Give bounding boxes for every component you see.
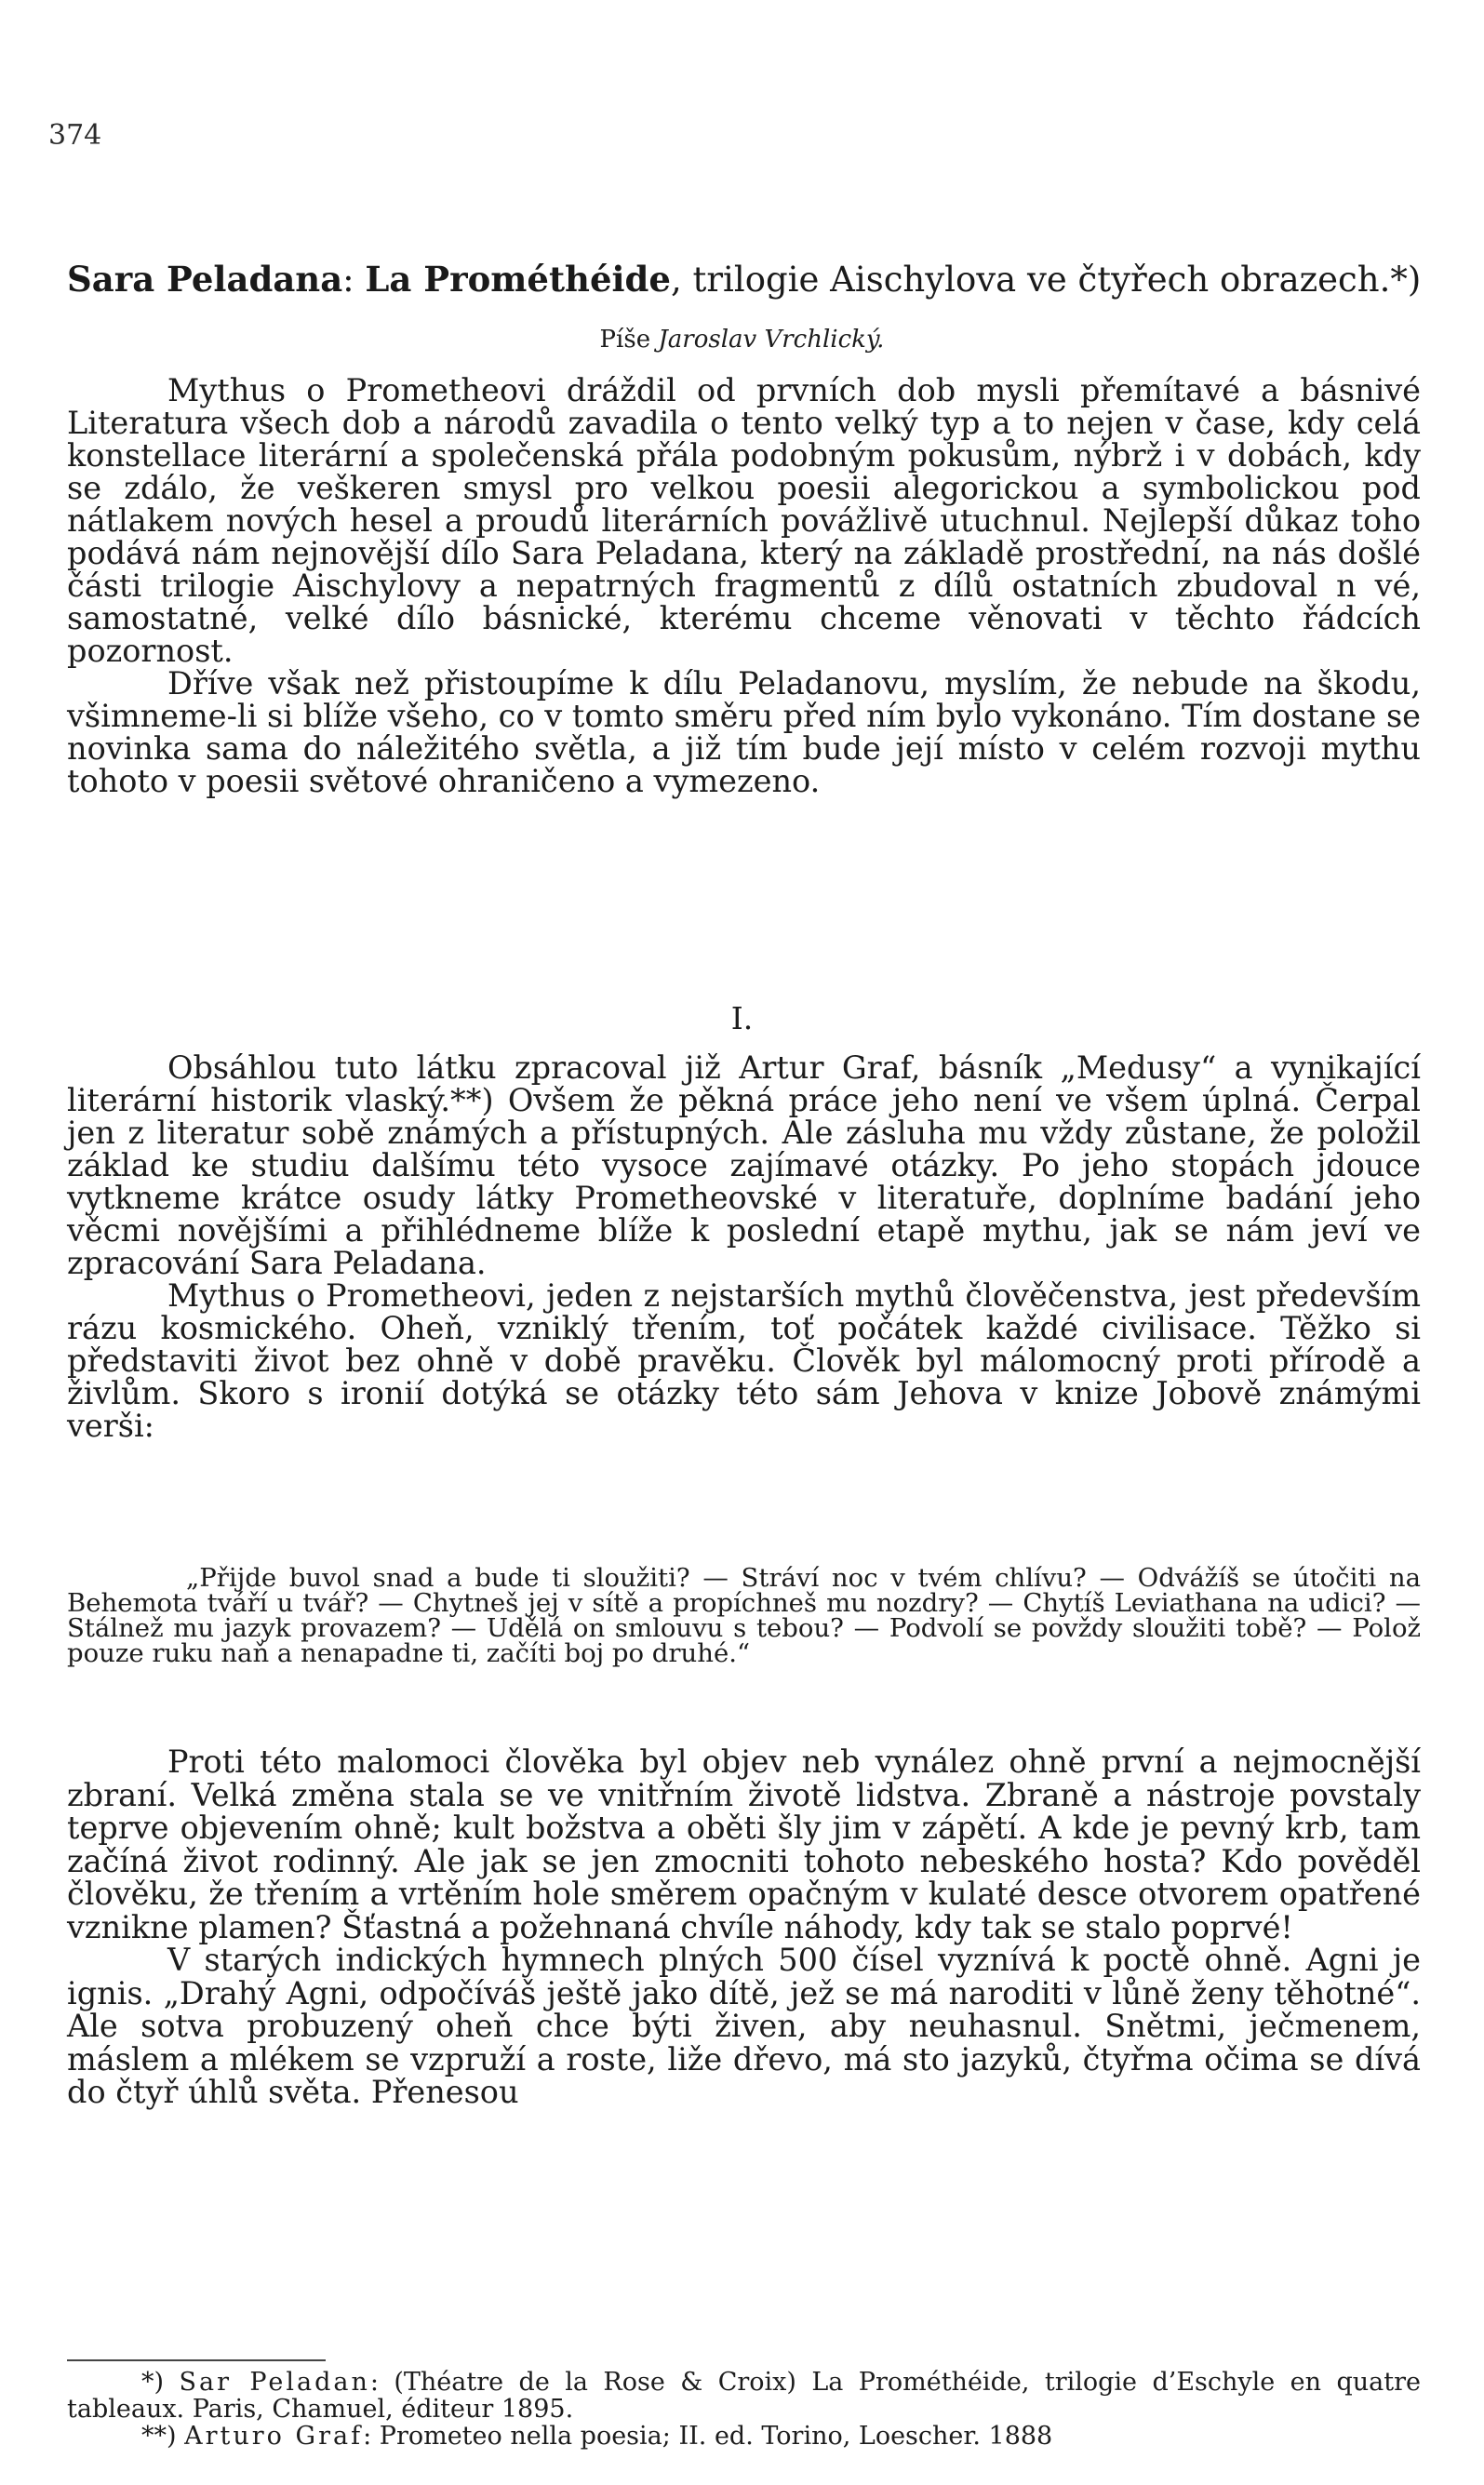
paragraph: Dříve však než přistoupíme k dílu Peladanovu, myslím, že nebude na škodu, všimneme-li si blíže všeho, co v tomto směru před ním bylo vykonáno. Tím dostane se novinka sama do náležitého světla, a již tím bude její místo v celém rozvoji mythu tohoto v poesii světové ohraničeno a vymezeno.: [67, 665, 1421, 799]
footnote-text: : (Théatre de la Rose & Croix) La Prométhéide, trilogie d’Eschyle en quatre tableaux. Paris, Chamuel, éditeur 1895.: [67, 2368, 1421, 2424]
quote-text: „Přijde buvol snad a bude ti sloužiti? — Stráví noc v tvém chlívu? — Odvážíš se útočiti na Behemota tváří u tvář? — Chytneš jej v sítě a propíchneš mu nozdry? — Chytíš Leviathana na udici? — Stálnež mu jazyk provazem? — Udělá on smlouvu s tebou? — Podvolí se povždy sloužiti tobě? — Polož pouze ruku naň a nenapadne ti, začíti boj po druhé.“: [67, 1563, 1421, 1668]
title-separator: :: [342, 260, 366, 300]
paragraph: Proti této malomoci člověka byl objev neb vynález ohně první a nejmocnější zbraní. Velká změna stala se ve vnitřním životě lidstva. Zbraně a nástroje povstaly teprve objevením ohně; kult božstva a oběti šly jim v zápětí. A kde je pevný krb, tam začíná život rodinný. Ale jak se jen zmocniti tohoto nebeského hosta? Kdo pověděl člověku, že třením a vrtěním hole směrem opačným v kulaté desce otvorem opatřené vznikne plamen? Šťastná a požehnaná chvíle náhody, kdy tak se stalo poprvé!: [67, 1744, 1421, 1945]
intro-text: [67, 374, 1421, 797]
paragraph: Obsáhlou tuto látku zpracoval již Artur Graf, básník „Medusy“ a vynikající literární historik vlaský.**) Ovšem že pěkná práce jeho není ve všem úplná. Čerpal jen z literatur sobě známých a přístupných. Ale zásluha mu vždy zůstane, že položil základ ke studiu dalšímu této vysoce zajímavé otázky. Po jeho stopách jdouce vytkneme krátce osudy látky Prometheovské v literatuře, doplníme badání jeho věcmi novějšími a přihlédneme blíže k poslední etapě mythu, jak se nám jeví ve zpracování Sara Peladana.: [67, 1049, 1421, 1281]
byline: [0, 326, 1484, 354]
footnote-divider: [67, 2359, 326, 2361]
footnote-mark: **): [141, 2422, 185, 2451]
footnote: [67, 2369, 1421, 2423]
title-author: Sara Peladana: [67, 259, 343, 300]
byline-prefix: Píše: [599, 326, 659, 354]
continued-text: [67, 1745, 1421, 2109]
title-work: La Prométhéide: [365, 259, 671, 300]
footnote-mark: *): [141, 2368, 180, 2397]
page-number: 374: [48, 119, 102, 152]
paragraph: Mythus o Prometheovi dráždil od prvních dob mysli přemítavé a básnivé Literatura všech dob a národů zavadila o tento velký typ a to nejen v čase, kdy celá konstellace literární a společenská přála podobným pokusům, nýbrž i v dobách, kdy se zdálo, že veškeren smysl pro velkou poesii alegorickou a symbolickou pod nátlakem nových hesel a proudů literárních povážlivě utuchnul. Nejlepší důkaz toho podává nám nejnovější dílo Sara Peladana, který na základě prostřední, na nás došlé části trilogie Aischylovy a nepatrných fragmentů z dílů ostatních zbudoval n vé, samostatné, velké dílo básnické, kterému chceme věnovati v těchto řádcích pozornost.: [67, 372, 1421, 669]
footnote: [67, 2423, 1421, 2450]
footnote-author: Sar Peladan: [179, 2368, 370, 2397]
section-heading: I.: [730, 1000, 754, 1036]
footnote-text: : Prometeo nella poesia; II. ed. Torino, Loescher. 1888: [363, 2422, 1053, 2451]
footnotes: [67, 2369, 1421, 2450]
title-subtitle: , trilogie Aischylova ve čtyřech obrazech.*): [670, 260, 1422, 300]
footnote-author: Arturo Graf: [184, 2422, 364, 2451]
article-title: [67, 259, 1444, 300]
section-text: [67, 1051, 1421, 1442]
paragraph: V starých indických hymnech plných 500 čísel vyznívá k poctě ohně. Agni je ignis. „Drahý Agni, odpočíváš ještě jako dítě, jež se má naroditi v lůně ženy těhotné“. Ale sotva probuzený oheň chce býti živen, aby neuhasnul. Snětmi, ječmenem, máslem a mlékem se vzpruží a roste, liže dřevo, má sto jazyků, čtyřma očima se dívá do čtyř úhlů světa. Přenesou: [67, 1942, 1421, 2110]
byline-author: Jaroslav Vrchlický.: [658, 326, 885, 354]
paragraph: Mythus o Prometheovi, jeden z nejstarších mythů člověčenstva, jest především rázu kosmického. Oheň, vzniklý třením, toť počátek každé civilisace. Těžko si představiti život bez ohně v době pravěku. Člověk byl málomocný proti přírodě a živlům. Skoro s ironií dotýká se otázky této sám Jehova v knize Jobově známými verši:: [67, 1277, 1421, 1444]
block-quote: [67, 1563, 1421, 1668]
